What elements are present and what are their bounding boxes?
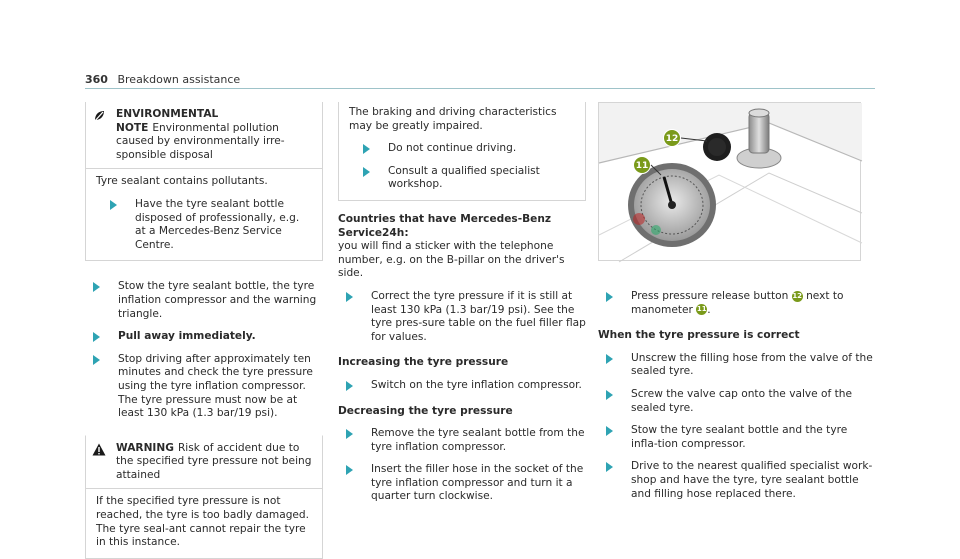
warning-continuation-text: The braking and driving characteristics may be greatly impaired. [349,106,557,132]
step-text: Remove the tyre sealant bottle from the tyre inflation compressor. [371,427,585,453]
step-text: Correct the tyre pressure if it is still at least 130 kPa (1.3 bar/19 psi). See the tyre pres-sure table on the fuel filler flap for values. [371,289,586,343]
compressor-illustration [598,102,861,261]
header-divider [85,88,875,89]
callout-12: 12 [663,129,681,147]
environmental-note-header [86,102,322,169]
column-3 [598,102,876,501]
step-press-release [598,290,876,317]
step-arrow-icon [606,292,618,302]
step-insert-hose [338,463,586,504]
section-title: Breakdown assistance [117,73,241,86]
warning-lead-text: Risk of accident due to the specified tyre pressure not being attained [116,441,312,481]
step-correct-pressure [338,290,586,344]
step-remove-bottle [338,427,586,454]
step-text: Consult a qualified specialist workshop. [388,164,540,191]
increasing-heading: Increasing the tyre pressure [338,356,509,369]
environmental-note-text: Tyre sealant contains pollutants. [96,175,268,188]
step-arrow-icon [346,381,358,391]
step-text: next to manometer [631,290,844,316]
warning-body: If the specified tyre pressure is not reached, the tyre is too badly damaged. The tyre seal-ant cannot repair the tyre in this instance. [96,495,310,549]
step-arrow-icon [606,462,618,472]
environmental-note [85,102,323,261]
step-arrow-icon [93,355,105,365]
step-arrow-icon [606,390,618,400]
step-arrow-icon [93,332,105,342]
page-header [85,73,240,87]
step-arrow-icon [110,200,122,210]
correct-pressure-heading: When the tyre pressure is correct [598,329,800,342]
step-consult [349,165,575,192]
step-arrow-icon [363,167,375,177]
step-stow [85,280,323,321]
step-text-group [118,353,323,421]
step-text: Stow the tyre sealant bottle, the tyre inflation compressor and the warning triangle. [118,280,317,320]
step-screw-cap [598,388,876,415]
countries-heading: Countries that have Mercedes-Benz Service24h: [338,212,552,239]
step-text: Do not continue driving. [388,142,517,155]
page-number: 360 [85,73,108,86]
callout-11: 11 [633,156,651,174]
column-1 [85,102,323,559]
step-do-not-continue [349,142,575,156]
step-text-note: The tyre pressure must now be at least 130 kPa (1.3 bar/19 psi). [118,393,298,420]
environmental-note-lead [116,108,314,162]
step-switch-on [338,379,586,393]
step-arrow-icon [606,426,618,436]
callout-12-inline: 12 [792,291,803,300]
decreasing-heading: Decreasing the tyre pressure [338,404,513,417]
step-text: Insert the filler hose in the socket of the tyre inflation compressor and turn it a quarter turn clockwise. [371,463,584,503]
column-2 [338,102,586,504]
warning-triangle-icon [92,443,106,483]
step-text: Screw the valve cap onto the valve of the sealed tyre. [631,387,853,414]
warning-title: WARNING [116,441,174,454]
warning-lead [116,442,314,483]
countries-text: you will find a sticker with the telephone number, e.g. on the B-pillar on the driver's side. [338,240,565,280]
step-arrow-icon [346,292,358,302]
step-pull-away [85,330,323,344]
warning-box [85,435,323,559]
environment-note-icon [92,109,106,162]
step-text: Press pressure release button [631,290,789,302]
step-text: Stow the tyre sealant bottle and the tyre infla-tion compressor. [631,424,848,450]
environmental-note-lead-text: Environmental pollution caused by environmentally irre-sponsible disposal [116,121,285,161]
step-text: Unscrew the filling hose from the valve of the sealed tyre. [631,351,873,378]
environmental-note-title: ENVIRONMENTAL NOTE [116,108,219,134]
step-stow-bottle [598,424,876,451]
warning-continuation [338,102,586,201]
step-text: Stop driving after approximately ten minutes and check the tyre pressure using the tyre inflation compressor. [118,352,313,392]
step-text: Drive to the nearest qualified specialist work-shop and have the tyre, tyre sealant bottle and filling hose replaced there. [631,460,873,500]
step-text: Pull away immediately. [118,330,256,343]
step-drive-workshop [598,460,876,501]
step-text: Have the tyre sealant bottle disposed of professionally, e.g. at a Mercedes-Benz Service Centre. [135,197,300,251]
step-text: Switch on the tyre inflation compressor. [371,378,582,391]
environmental-note-step [96,198,312,252]
step-unscrew-hose [598,352,876,379]
warning-header [86,436,322,490]
step-arrow-icon [346,429,358,439]
step-stop-driving [85,353,323,421]
step-arrow-icon [606,354,618,364]
step-arrow-icon [93,282,105,292]
callout-leaders [599,103,862,262]
step-arrow-icon [346,465,358,475]
callout-11-inline: 11 [696,305,707,314]
step-arrow-icon [363,144,375,154]
environmental-note-body [86,169,322,260]
step-text-group: Press pressure release button 12 next to manometer 11. [631,290,844,316]
